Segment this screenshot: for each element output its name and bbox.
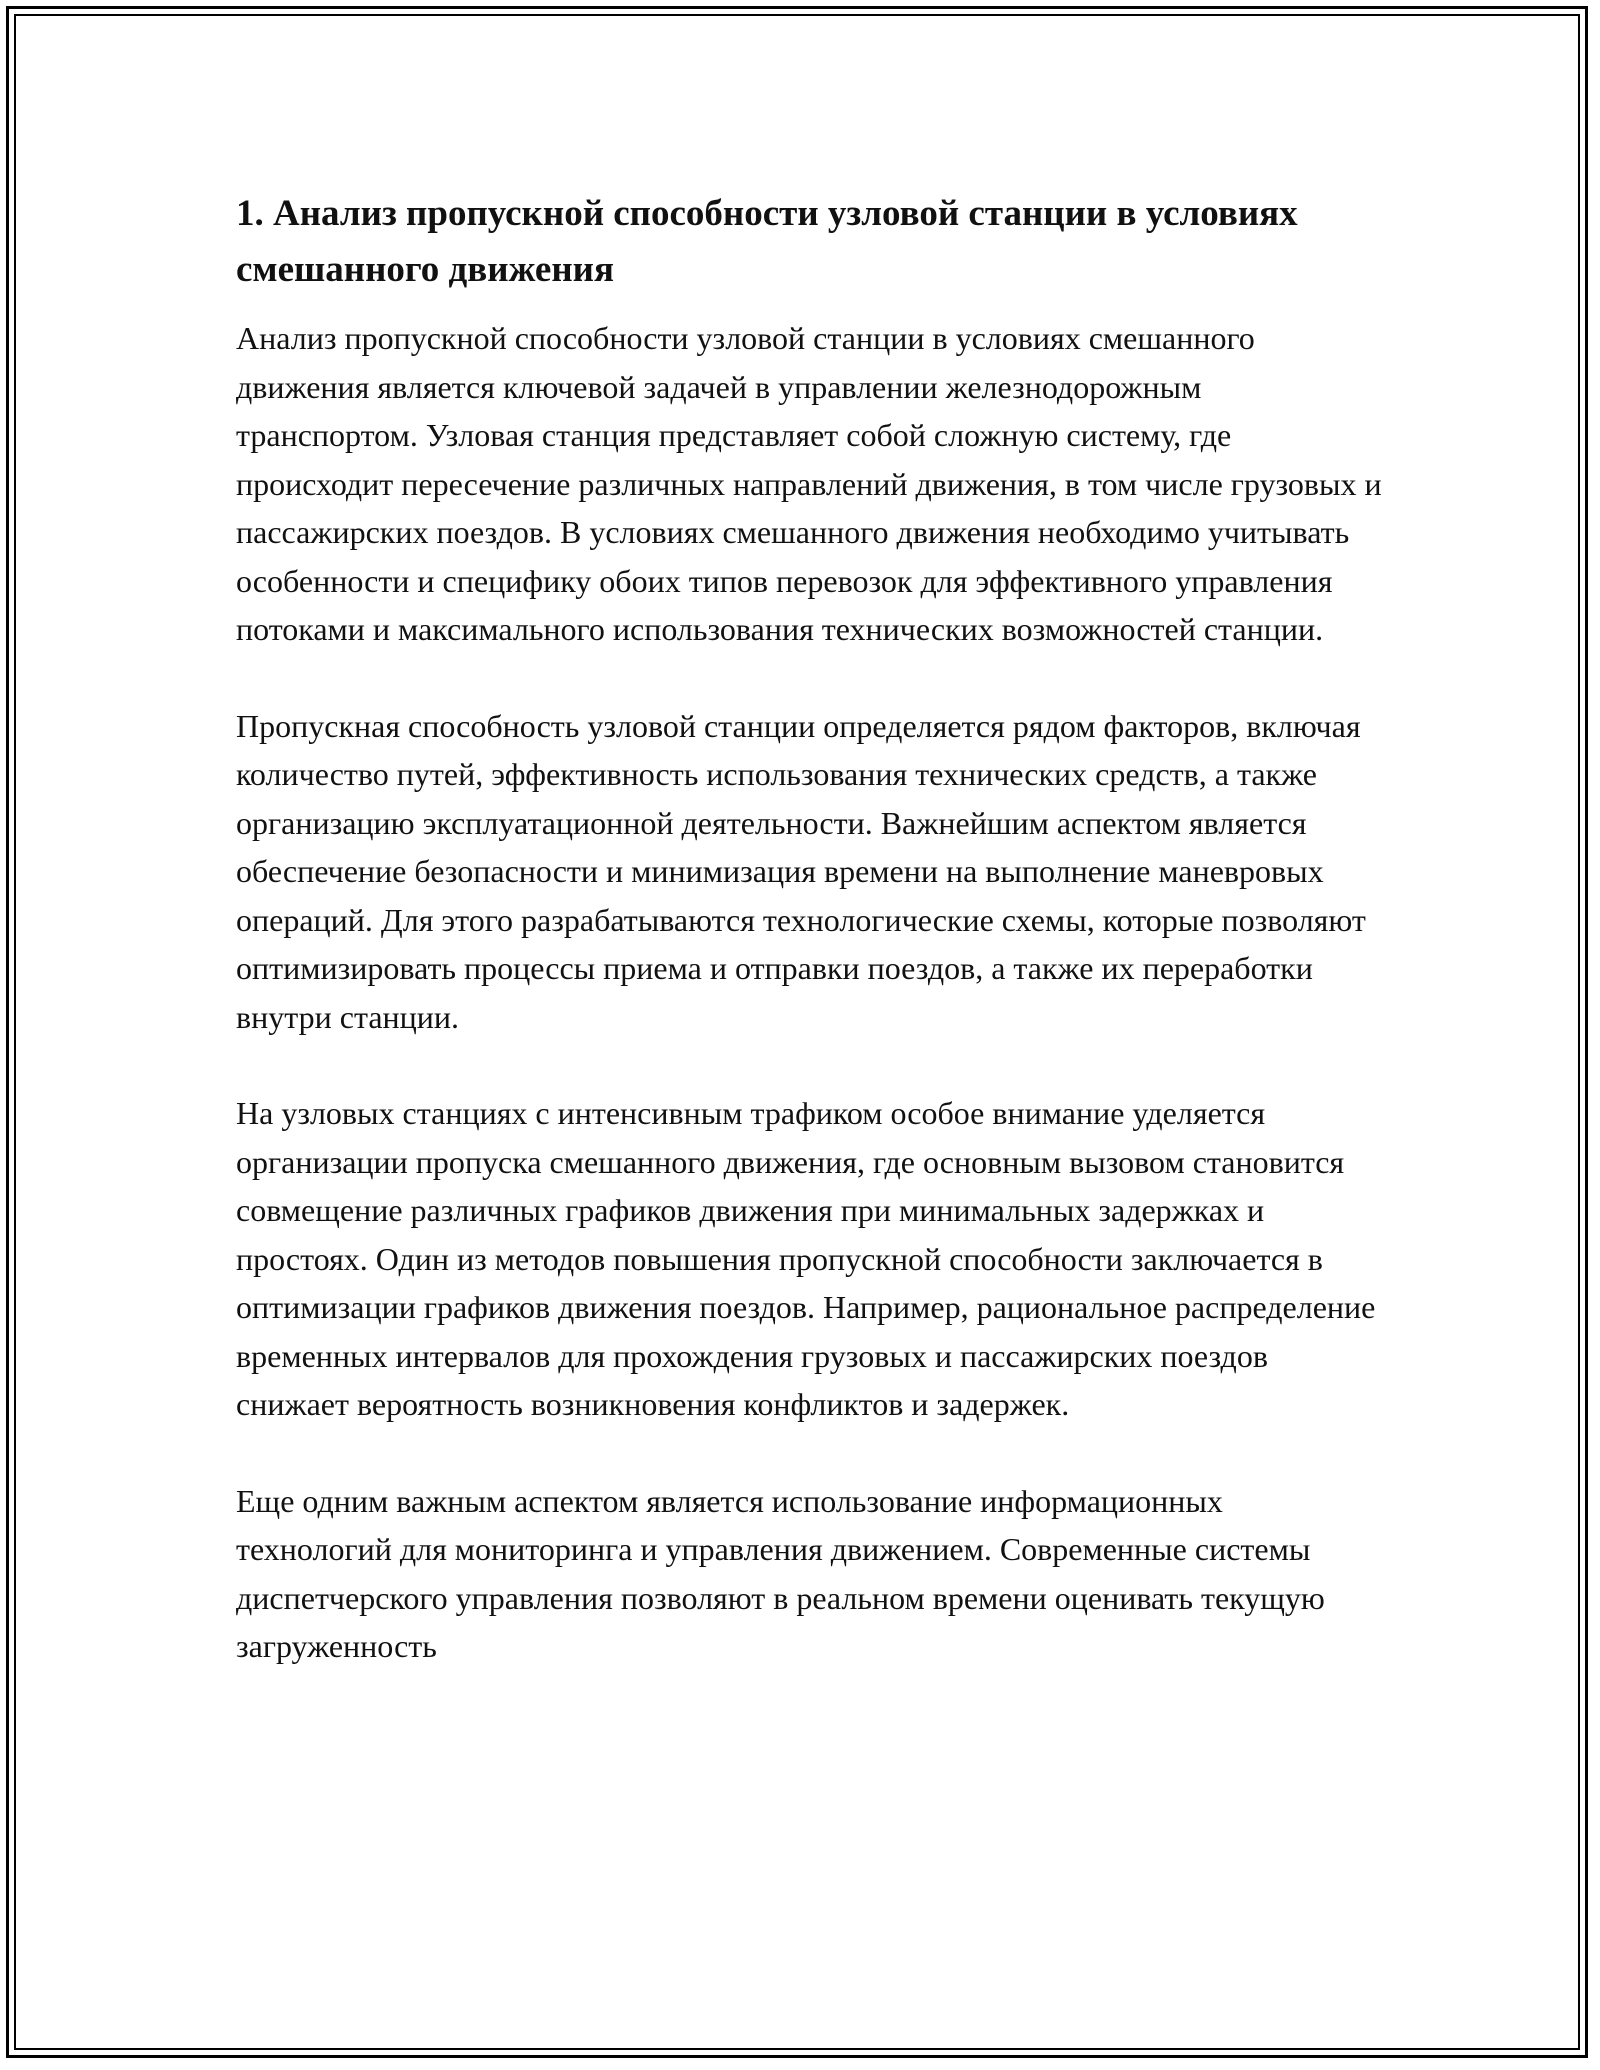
document-body — [236, 186, 1386, 1671]
paragraph-1: Анализ пропускной способности узловой станции в условиях смешанного движения является ключевой задачей в управлении железнодорожным транспортом. Узловая станция представляет собой сложную систему, где происходит пересечение различных направлений движения, в том числе грузовых и пассажирских поездов. В условиях смешанного движения необходимо учитывать особенности и специфику обоих типов перевозок для эффективного управления потоками и максимального использования технических возможностей станции. — [236, 320, 1382, 647]
section-heading: 1. Анализ пропускной способности узловой станции в условиях смешанного движения — [236, 193, 1298, 290]
paragraph-2: Пропускная способность узловой станции определяется рядом факторов, включая количество путей, эффективность использования технических средств, а также организацию эксплуатационной деятельности. Важнейшим аспектом является обеспечение безопасности и минимизация времени на выполнение маневровых операций. Для этого разрабатываются технологические схемы, которые позволяют оптимизировать процессы приема и отправки поездов, а также их переработки внутри станции. — [236, 707, 1366, 1035]
paragraph-4: Еще одним важным аспектом является использование информационных технологий для мониторинга и управления движением. Современные системы диспетчерского управления позволяют в реальном времени оценивать текущую загруженность — [236, 1482, 1325, 1664]
paragraph-3: На узловых станциях с интенсивным трафиком особое внимание уделяется организации пропуска смешанного движения, где основным вызовом становится совмещение различных графиков движения при минимальных задержках и простоях. Один из методов повышения пропускной способности заключается в оптимизации графиков движения поездов. Например, рациональное распределение временных интервалов для прохождения грузовых и пассажирских поездов снижает вероятность возникновения конфликтов и задержек. — [236, 1095, 1376, 1422]
